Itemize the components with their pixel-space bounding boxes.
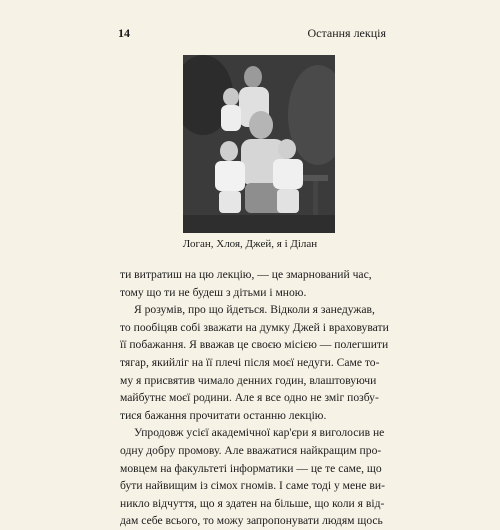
page-number: 14 bbox=[118, 26, 130, 40]
text-line: Я розумів, про що йдеться. Відколи я занедужав, bbox=[134, 303, 375, 317]
text-line: ти витратиш на цю лекцію, — це змарнований час, bbox=[120, 268, 372, 281]
running-title: Остання лекція bbox=[307, 26, 386, 40]
text-line: одну добру промову. Але вважатися найкращим про- bbox=[120, 443, 382, 457]
photo-caption: Логан, Хлоя, Джей, я і Ділан bbox=[182, 238, 318, 250]
body-text bbox=[120, 266, 392, 530]
text-line: никло відчуття, що я здатен на більше, що коли я від- bbox=[120, 496, 385, 510]
text-line: то пообіцяв собі зважати на думку Джей і враховувати bbox=[120, 320, 389, 334]
text-line: бути найвищим із сімох гномів. І саме тоді у мене ви- bbox=[120, 479, 385, 493]
text-line: дам себе всього, то можу запропонувати людям щось bbox=[120, 514, 383, 528]
text-line: тягар, якийліг на її плечі після моєї недуги. Саме то- bbox=[120, 355, 380, 369]
text-line: її побажання. Я вважав це своєю місією — полегшити bbox=[120, 338, 389, 352]
text-line: тися бажання прочитати останню лекцію. bbox=[120, 408, 327, 422]
text-line: тому що ти не будеш з дітьми і мною. bbox=[120, 285, 307, 299]
text-line: майбутнє моєї родини. Але я все одно не зміг позбу- bbox=[120, 391, 379, 405]
text-line: Упродовж усієї академічної кар'єри я виголосив не bbox=[134, 426, 385, 440]
text-line: мовцем на факультеті інформатики — це те саме, що bbox=[120, 461, 382, 475]
family-photo bbox=[183, 55, 335, 233]
text-line: му я присвятив чимало денних годин, влаштовуючи bbox=[120, 373, 377, 387]
